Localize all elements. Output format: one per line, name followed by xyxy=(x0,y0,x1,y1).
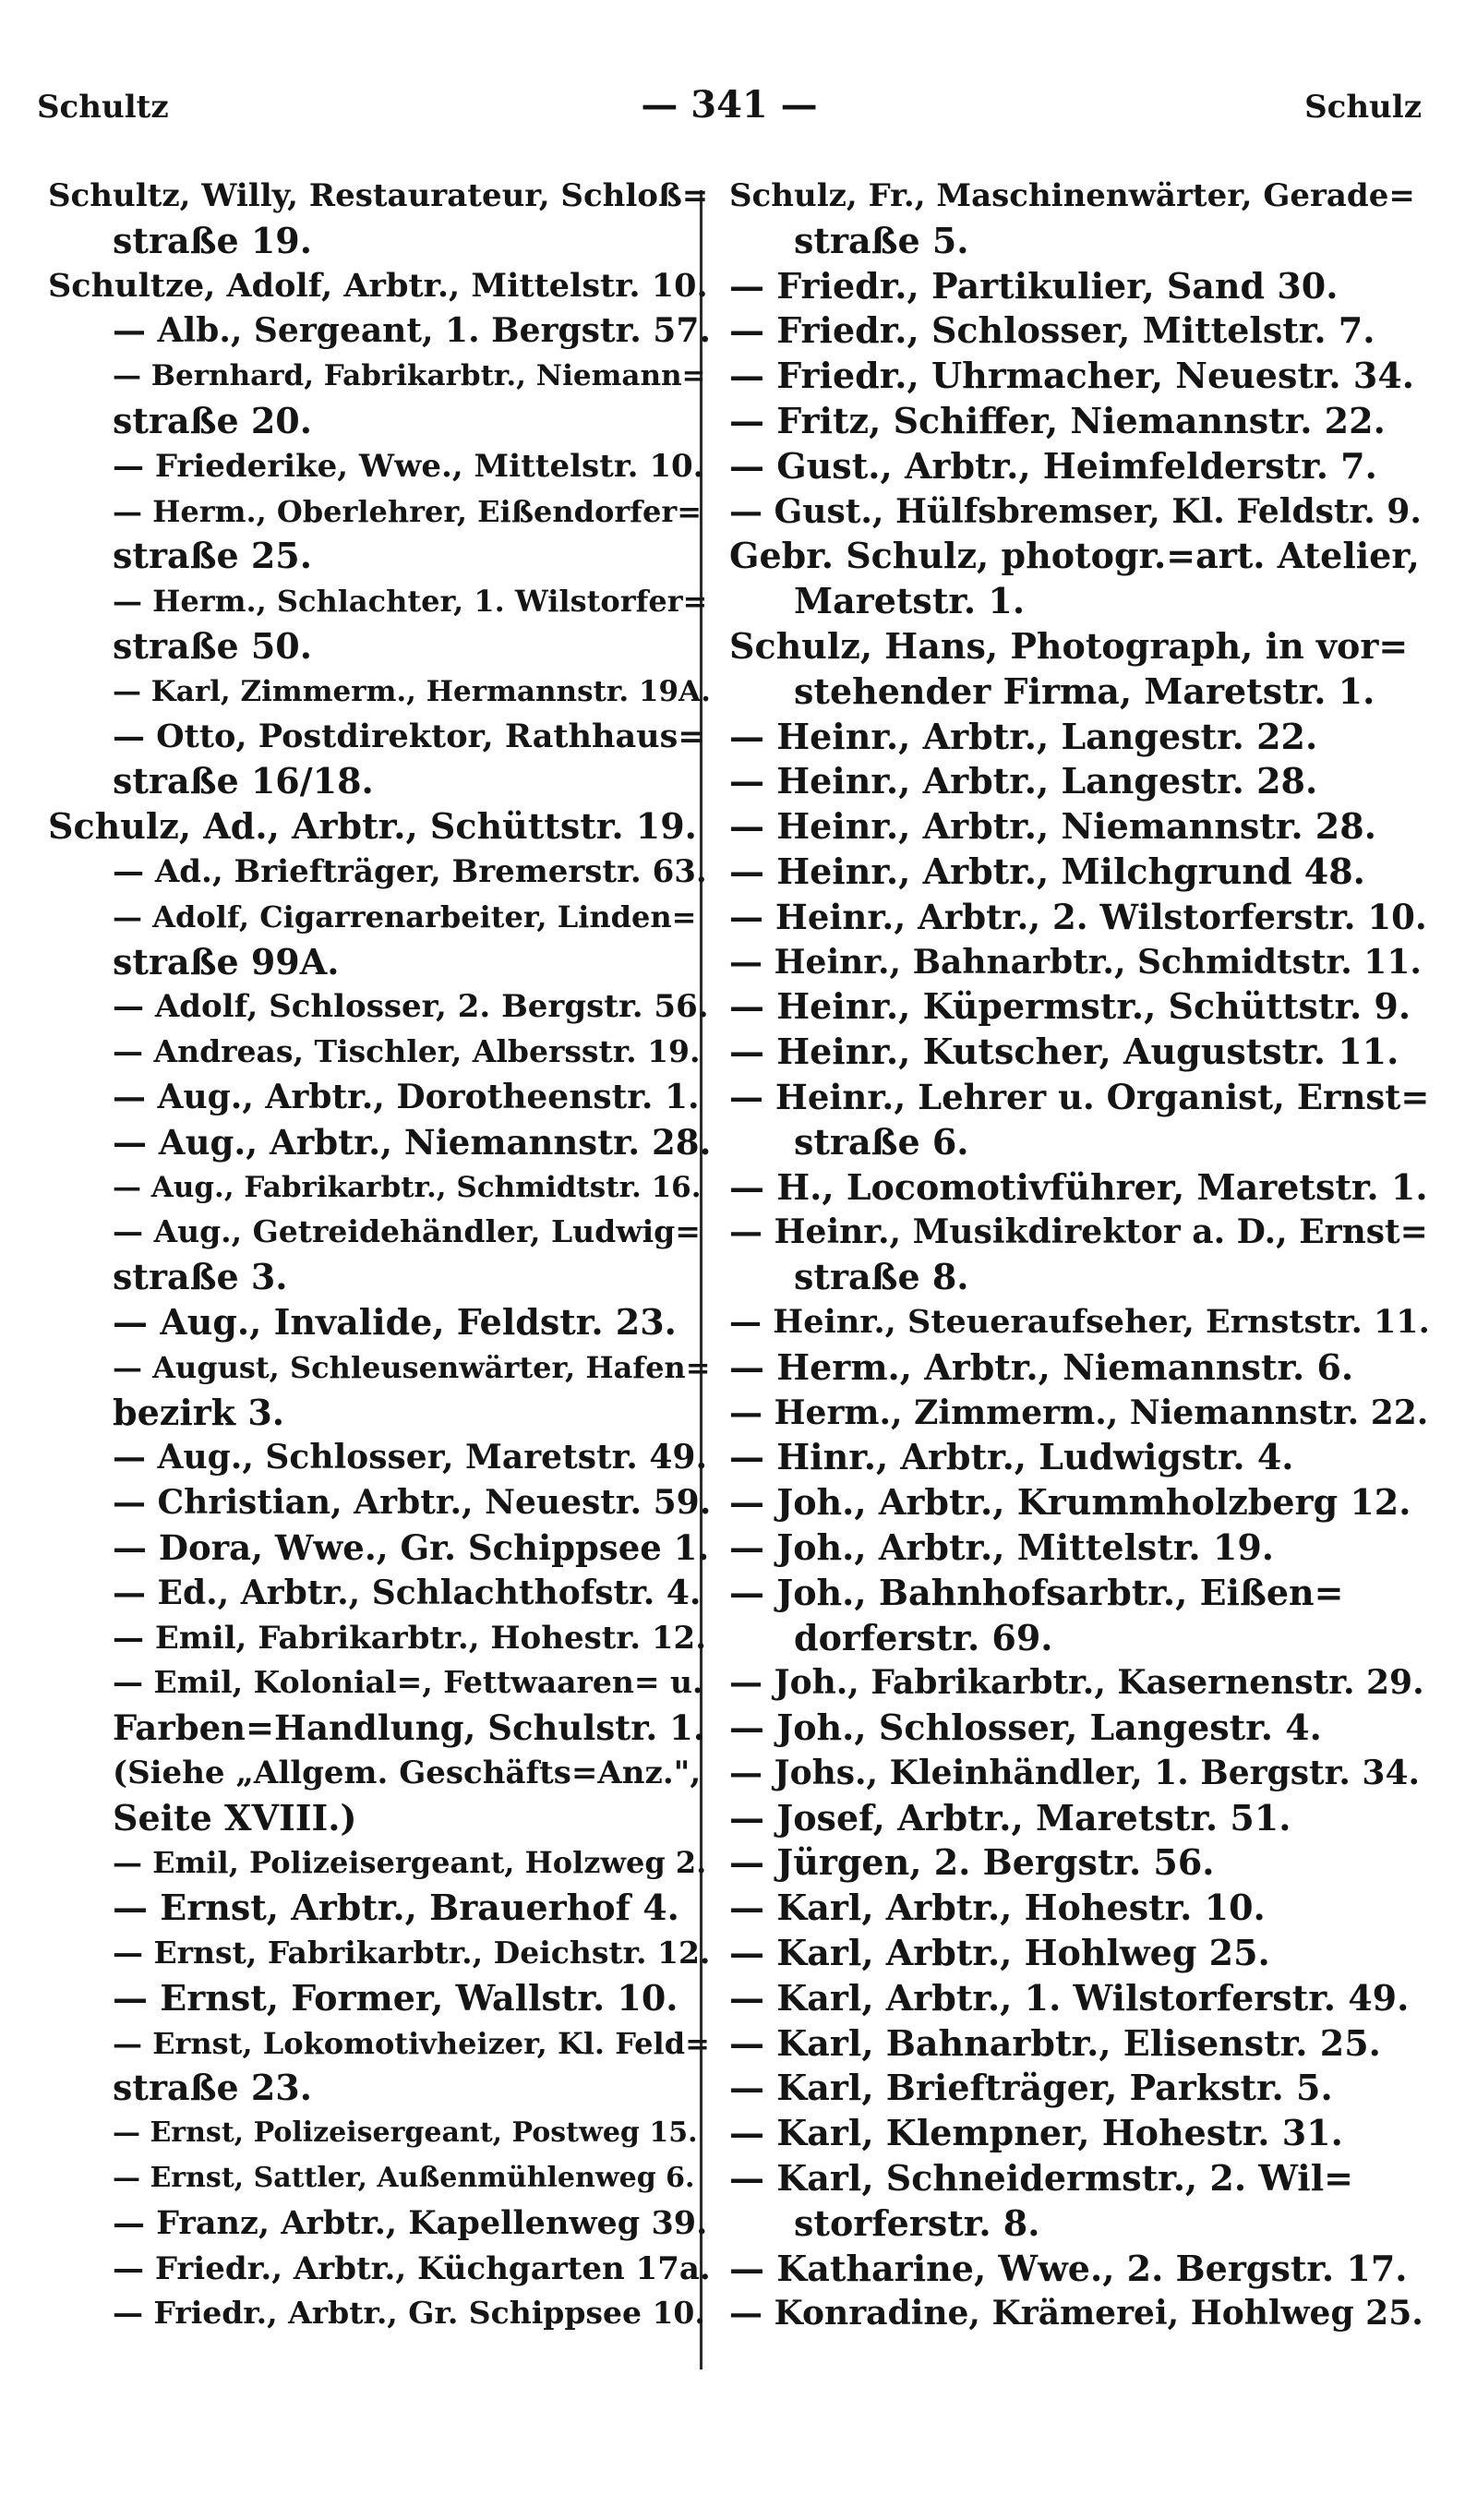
directory-entry-line: — Karl, Briefträger, Parkstr. 5. xyxy=(729,2067,1333,2109)
directory-entry-line: — Heinr., Kutscher, Auguststr. 11. xyxy=(729,1031,1399,1073)
directory-entry-line: — Christian, Arbtr., Neuestr. 59. xyxy=(113,1483,712,1523)
directory-entry-line: — Friedr., Partikulier, Sand 30. xyxy=(729,264,1339,307)
directory-entry-line: — Karl, Bahnarbtr., Elisenstr. 25. xyxy=(729,2021,1381,2064)
directory-entry-line: — Emil, Polizeisergeant, Holzweg 2. xyxy=(113,1845,707,1881)
directory-entry-line: — Ad., Briefträger, Bremerstr. 63. xyxy=(113,852,707,890)
directory-entry-line: — Karl, Klempner, Hohestr. 31. xyxy=(729,2112,1343,2154)
directory-entry-line: Maretstr. 1. xyxy=(794,580,1026,622)
directory-entry-line: straße 99A. xyxy=(113,940,340,983)
right-column xyxy=(729,174,1431,2336)
directory-entry-line: — Franz, Arbtr., Kapellenweg 39. xyxy=(113,2203,708,2242)
directory-entry-line: — Emil, Kolonial=, Fettwaaren= u. xyxy=(113,1664,703,1701)
directory-entry-line: — Friedr., Arbtr., Küchgarten 17a. xyxy=(113,2249,711,2287)
directory-entry-line: — Heinr., Steueraufseher, Ernststr. 11. xyxy=(729,1302,1430,1341)
directory-entry-line: — Ernst, Polizeisergeant, Postweg 15. xyxy=(113,2116,698,2150)
page-header xyxy=(37,83,1422,144)
directory-entry-line: stehender Firma, Maretstr. 1. xyxy=(794,669,1375,712)
directory-entry-line: — Ed., Arbtr., Schlachthofstr. 4. xyxy=(113,1573,702,1612)
directory-entry-line: — Heinr., Arbtr., Niemannstr. 28. xyxy=(729,805,1376,848)
directory-entry-line: — Josef, Arbtr., Maretstr. 51. xyxy=(729,1796,1291,1839)
directory-entry-line: — Herm., Schlachter, 1. Wilstorfer= xyxy=(113,584,708,620)
directory-entry-line: — Heinr., Bahnarbtr., Schmidtstr. 11. xyxy=(729,942,1422,982)
directory-entry-line: — Gust., Hülfsbremser, Kl. Feldstr. 9. xyxy=(729,491,1422,531)
directory-entry-line: — Joh., Arbtr., Krummholzberg 12. xyxy=(729,1481,1411,1524)
directory-entry-line: straße 25. xyxy=(113,535,312,577)
directory-entry-line: — Herm., Oberlehrer, Eißendorfer= xyxy=(113,493,702,529)
directory-entry-line: — Aug., Arbtr., Niemannstr. 28. xyxy=(113,1121,712,1163)
directory-entry-line: — Friedr., Uhrmacher, Neuestr. 34. xyxy=(729,355,1415,397)
directory-entry-line: Schultze, Adolf, Arbtr., Mittelstr. 10. xyxy=(48,266,708,305)
directory-entry-line: — Ernst, Arbtr., Brauerhof 4. xyxy=(113,1887,679,1929)
directory-entry-line: — Karl, Schneidermstr., 2. Wil= xyxy=(729,2157,1354,2200)
directory-entry-line: — Aug., Fabrikarbtr., Schmidtstr. 16. xyxy=(113,1170,702,1204)
directory-entry-line: — Fritz, Schiffer, Niemannstr. 22. xyxy=(729,399,1386,441)
directory-entry-line: — Aug., Invalide, Feldstr. 23. xyxy=(113,1300,677,1343)
directory-entry-line: — Otto, Postdirektor, Rathhaus= xyxy=(113,717,705,755)
directory-entry-line: storferstr. 8. xyxy=(794,2201,1040,2244)
directory-entry-line: straße 5. xyxy=(794,219,969,261)
directory-entry-line: — Joh., Schlosser, Langestr. 4. xyxy=(729,1706,1322,1749)
directory-entry-line: Schulz, Hans, Photograph, in vor= xyxy=(729,624,1409,667)
directory-entry-line: — Emil, Fabrikarbtr., Hohestr. 12. xyxy=(113,1619,707,1657)
directory-entry-line: — Karl, Arbtr., 1. Wilstorferstr. 49. xyxy=(729,1976,1410,2019)
directory-entry-line: — Joh., Fabrikarbtr., Kasernenstr. 29. xyxy=(729,1663,1424,1703)
directory-entry-line: straße 23. xyxy=(113,2067,312,2109)
directory-entry-line: straße 8. xyxy=(794,1256,969,1298)
directory-entry-line: bezirk 3. xyxy=(113,1391,285,1433)
directory-entry-line: — Friedr., Arbtr., Gr. Schippsee 10. xyxy=(113,2295,705,2332)
directory-entry-line: — August, Schleusenwärter, Hafen= xyxy=(113,1349,711,1385)
directory-entry-line: — Joh., Bahnhofsarbtr., Eißen= xyxy=(729,1571,1344,1613)
directory-entry-line: straße 19. xyxy=(113,219,312,261)
directory-entry-line: — Aug., Schlosser, Maretstr. 49. xyxy=(113,1438,707,1477)
directory-entry-line: — Karl, Arbtr., Hohestr. 10. xyxy=(729,1887,1266,1929)
directory-entry-line: — Ernst, Sattler, Außenmühlenweg 6. xyxy=(113,2162,695,2195)
directory-entry-line: — Aug., Getreidehändler, Ludwig= xyxy=(113,1213,701,1250)
directory-entry-line: straße 20. xyxy=(113,399,312,441)
directory-entry-line: Schultz, Willy, Restaurateur, Schloß= xyxy=(48,177,709,214)
directory-entry-line: — Heinr., Arbtr., Milchgrund 48. xyxy=(729,850,1365,892)
directory-entry-line: — Friederike, Wwe., Mittelstr. 10. xyxy=(113,447,704,485)
directory-entry-line: — Bernhard, Fabrikarbtr., Niemann= xyxy=(113,359,706,393)
directory-entry-line: — Hinr., Arbtr., Ludwigstr. 4. xyxy=(729,1436,1294,1478)
page-number: — 341 — xyxy=(641,83,818,127)
directory-entry-line: — Karl, Arbtr., Hohlweg 25. xyxy=(729,1932,1270,1974)
directory-entry-line: — Dora, Wwe., Gr. Schippsee 1. xyxy=(113,1526,710,1568)
directory-entry-line: straße 16/18. xyxy=(113,760,374,802)
running-head-left: Schultz xyxy=(37,89,169,126)
directory-entry-line: — Katharine, Wwe., 2. Bergstr. 17. xyxy=(729,2247,1408,2289)
directory-entry-line: — Gust., Arbtr., Heimfelderstr. 7. xyxy=(729,444,1377,487)
directory-entry-line: — H., Locomotivführer, Maretstr. 1. xyxy=(729,1165,1428,1208)
directory-entry-line: — Heinr., Arbtr., Langestr. 22. xyxy=(729,715,1318,757)
directory-entry-line: — Heinr., Arbtr., Langestr. 28. xyxy=(729,760,1318,802)
directory-entry-line: — Adolf, Schlosser, 2. Bergstr. 56. xyxy=(113,988,709,1026)
directory-entry-line: — Karl, Zimmerm., Hermannstr. 19A. xyxy=(113,674,711,708)
directory-entry-line: — Heinr., Küpermstr., Schüttstr. 9. xyxy=(729,985,1411,1028)
directory-entry-line: — Andreas, Tischler, Albersstr. 19. xyxy=(113,1033,701,1070)
directory-entry-line: — Johs., Kleinhändler, 1. Bergstr. 34. xyxy=(729,1753,1421,1792)
directory-entry-line: Schulz, Ad., Arbtr., Schüttstr. 19. xyxy=(48,805,697,848)
directory-entry-line: — Konradine, Krämerei, Hohlweg 25. xyxy=(729,2294,1423,2333)
directory-entry-line: straße 3. xyxy=(113,1256,288,1298)
directory-entry-line: — Ernst, Former, Wallstr. 10. xyxy=(113,1976,678,2019)
directory-entry-line: — Adolf, Cigarrenarbeiter, Linden= xyxy=(113,898,697,934)
directory-entry-line: — Ernst, Lokomotivheizer, Kl. Feld= xyxy=(113,2025,710,2061)
directory-entry-line: — Herm., Zimmerm., Niemannstr. 22. xyxy=(729,1393,1429,1432)
directory-entry-line: — Herm., Arbtr., Niemannstr. 6. xyxy=(729,1345,1354,1388)
directory-entry-line: — Joh., Arbtr., Mittelstr. 19. xyxy=(729,1525,1274,1568)
directory-entry-line: Schulz, Fr., Maschinenwärter, Gerade= xyxy=(729,177,1415,214)
directory-entry-line: dorferstr. 69. xyxy=(794,1616,1053,1658)
directory-entry-line: — Aug., Arbtr., Dorotheenstr. 1. xyxy=(113,1077,700,1116)
directory-entry-line: — Heinr., Arbtr., 2. Wilstorferstr. 10. xyxy=(729,896,1427,937)
directory-entry-line: straße 50. xyxy=(113,624,312,667)
directory-entry-line: Farben=Handlung, Schulstr. 1. xyxy=(113,1707,705,1749)
directory-entry-line: — Heinr., Musikdirektor a. D., Ernst= xyxy=(729,1212,1428,1252)
directory-entry-line: — Friedr., Schlosser, Mittelstr. 7. xyxy=(729,309,1375,352)
directory-entry-line: (Siehe „Allgem. Geschäfts=Anz.", xyxy=(113,1754,702,1791)
directory-entry-line: — Jürgen, 2. Bergstr. 56. xyxy=(729,1841,1215,1884)
directory-entry-line: — Ernst, Fabrikarbtr., Deichstr. 12. xyxy=(113,1935,711,1971)
directory-entry-line: Gebr. Schulz, photogr.=art. Atelier, xyxy=(729,535,1420,577)
directory-entry-line: Seite XVIII.) xyxy=(113,1796,357,1839)
left-column xyxy=(48,174,713,2336)
directory-entry-line: — Heinr., Lehrer u. Organist, Ernst= xyxy=(729,1076,1430,1117)
directory-entry-line: straße 6. xyxy=(794,1120,969,1163)
directory-entry-line: — Alb., Sergeant, 1. Bergstr. 57. xyxy=(113,311,711,351)
running-head-right: Schulz xyxy=(1304,89,1422,126)
